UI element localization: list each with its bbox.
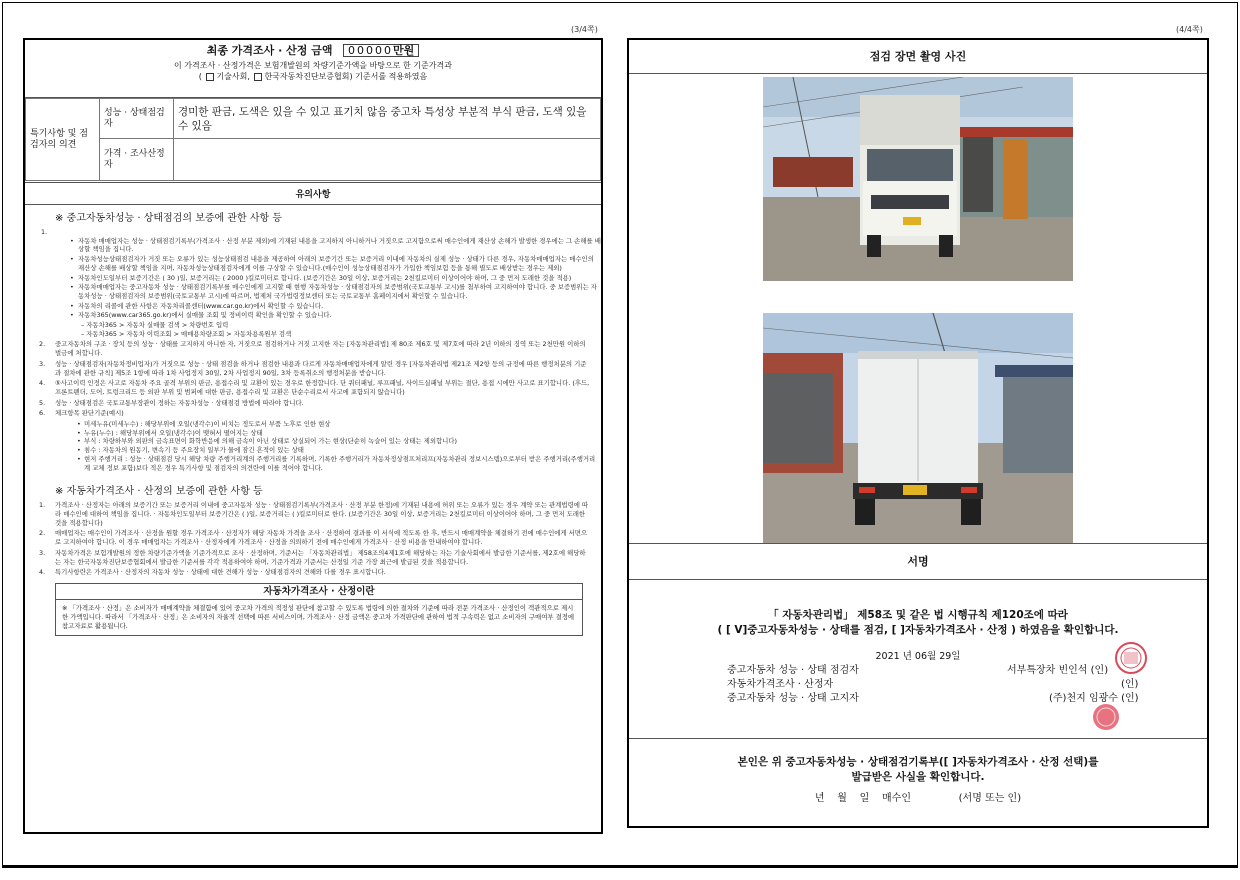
numbered-notes-list: [25, 340, 601, 418]
page-number-left: (3/4쪽): [571, 25, 598, 34]
warranty-bullet: • 자동차 매매업자는 성능 · 상태점검기록부(가격조사 · 산정 부분 제외)에 기재된 내용을 고지하지 아니하거나 거짓으로 고지함으로써 매수인에게 재산상 손해가 발생한 경우에는 그 손해를 배상할 책임을 집니다.: [71, 237, 601, 254]
appraisal-note-number: 2.: [39, 529, 46, 538]
option-kadia: 한국자동차진단보증협회: [264, 72, 350, 81]
checkbox-kadia[interactable]: [254, 73, 262, 81]
warranty-bullet: • 자동차성능상태점검자가 거짓 또는 오류가 있는 성능상태점검 내용을 제공하여 아래의 보증기간 또는 보증거리 이내에 자동차의 실제 성능 · 상태가 다른 경우, 자동차매매업자는 매수인의 재산상 손해를 배상할 책임을 지며, 자동차성능상태점검자에게 이를 구상할 수 있습니다.(매수인이 성능상태점검자가 가입한 책임보험 등을 통해 별도로 배상받는 경우는 제외): [71, 255, 601, 272]
notifier-name: (주)천지 임광수 (인): [1049, 693, 1139, 704]
numbered-note-number: 2.: [39, 340, 46, 349]
warranty-section-title: ※ 중고자동차성능 · 상태점검의 보증에 관한 사항 등: [55, 213, 283, 224]
appraisal-notes-list: [25, 501, 601, 577]
warranty-bullet: • 자동차의 리콜에 관한 사항은 자동차리콜센터(www.car.go.kr)에서 확인할 수 있습니다.: [71, 302, 601, 311]
numbered-note-5: [39, 409, 591, 418]
check-criterion: • 침수 : 자동차의 원동기, 변속기 등 주요장치 일부가 물에 잠긴 흔적이 있는 상태: [77, 446, 601, 455]
check-criterion: • 누유(누수) : 해당부위에서 오일(냉각수)이 맺혀서 떨어지는 상태: [77, 429, 601, 438]
special-notes-label: 특기사항 및 점검자의 의견: [26, 99, 100, 181]
path-line-1: – 자동차365 > 자동차 실매물 검색 > 차량번호 입력: [81, 321, 229, 330]
appraisal-note-text: 자동차가격은 보험개발원의 정한 차량기준가액을 기준가격으로 조사 · 산정하며, 기준서는 「자동차관리법」 제58조의4제1호에 해당하는 자는 기술사회에서 발급한 기준서를, 제2호에 해당하는 자는 한국자동차진단보증협회에서 발급한 기준서를 각각 적용하여야 하며, 기준가격과 기준서는 산정일 기준 가장 최근에 발급된 것을 적용합니다.: [55, 548, 586, 566]
warranty-notes: [25, 228, 601, 472]
item-1-number: 1.: [41, 228, 48, 236]
checkbox-tech-society[interactable]: [206, 73, 214, 81]
check-criterion: • 현저 주행거리 : 성능 · 상태점검 당시 해당 차량 주행거리계의 주행거리를 기록하며, 기록한 주행거리가 자동차정상점프처리프(자동차관리 정보시스템)으로부터 받은 주행거리(주행거리계 교체 정보 포함)보다 적은 경우 특기사항 및 점검자의 의견란에 이를 적어야 합니다.: [77, 455, 601, 472]
appraiser-role: 자동차가격조사 · 산정자: [727, 679, 834, 690]
numbered-note-text: 성능 · 상태점검은 국토교통부장관이 정하는 자동차성능 · 상태점검 방법에 따라야 합니다.: [55, 398, 304, 407]
numbered-note-4: [39, 399, 591, 408]
photo-section: [629, 74, 1207, 544]
inspector-role: 중고자동차 성능 · 상태 점검자: [727, 665, 859, 676]
signature-rows: [629, 662, 1207, 712]
appraisal-note-3: [39, 549, 591, 566]
path-line-2: – 자동차365 > 자동차 이력조회 > 매매용차량조회 > 자동차용록원부 검색: [81, 329, 292, 338]
appraiser-opinion: [174, 139, 601, 181]
numbered-note-text: 성능 · 상태점검자(자동차정비업자)가 거짓으로 성능 · 상태 점검을 하거나 점검한 내용과 다르게 자동차매매업자에게 알린 경우 [자동차관리법 제21조 제2항 등의 규정에 따른 행정처분의 기준과 절차에 관한 규칙] 제5조 1항에 따라 1차 사업정지 30일, 2차 사업정지 90일, 3차 등록취소의 행정처분을 받습니다.: [55, 359, 587, 377]
numbered-note-3: [39, 379, 591, 396]
appraisal-note-text: 특기사항란은 가격조사 · 산정자의 자동차 성능 · 상태에 대한 견해가 성능 · 상태점검자의 견해와 다를 경우 표시합니다.: [55, 568, 386, 577]
price-unit: 만원: [393, 44, 415, 57]
inspector-seal-stamp: [1113, 640, 1149, 676]
photo-section-title: 점검 장면 촬영 사진: [629, 40, 1207, 74]
numbered-note-2: [39, 360, 591, 377]
warranty-bullet-list: [25, 237, 601, 320]
check-criteria-list: [25, 420, 601, 472]
appraiser-label: 가격 · 조사산정자: [100, 139, 174, 181]
numbered-note-number: 3.: [39, 359, 46, 368]
appraisal-note-number: 1.: [39, 501, 46, 510]
appraisal-note-text: 가격조사 · 산정자는 아래의 보증기간 또는 보증거리 이내에 중고자동차 성능 · 상태점검기록부(가격조사 · 산정 부분 한정)에 기재된 내용에 허위 또는 오류가 있는 경우 계약 또는 관계법령에 따라 매수인에 대하여 책임을 집니다. · 자동차인도일부터 보증기간은 ( )일, 보증거리는 ( )킬로미터로 한다. (보증기간은 30일 이상, 보증거리는 2천킬로미터 이상이어야 하며, 그 중 먼저 도래한 것을 적용합니다): [55, 501, 589, 527]
inspector-name: 서부특장차 빈인석 (인): [1007, 665, 1109, 676]
price-standard-line: ( 기술사회, 한국자동차진단보증협회) 기준서를 적용하였음: [198, 72, 428, 81]
numbered-note-number: 5.: [39, 398, 46, 407]
appraisal-note-number: 4.: [39, 568, 46, 577]
appraisal-note-1: [39, 501, 591, 527]
inspector-label: 성능 · 상태점검자: [100, 99, 174, 139]
option-tech-society: 기술사회,: [216, 72, 250, 81]
appraisal-note-number: 3.: [39, 548, 46, 557]
final-price-header: [25, 40, 601, 98]
right-page-panel: [627, 38, 1209, 828]
appraisal-note-4: [39, 568, 591, 577]
appraisal-note-2: [39, 529, 591, 546]
inspection-photo-front: [763, 77, 1073, 281]
inspection-photo-rear: [763, 313, 1073, 543]
numbered-note-number: 6.: [39, 409, 46, 418]
warranty-bullet: • 자동차매매업자는 중고자동차 성능 · 상태점검기록부를 매수인에게 고지할 때 현행 자동차성능 · 상태점검자의 보증범위(국토교통부 고시)를 첨부하여 고지하여야 합니다. 중 보증범위는 자동차성능 · 상태점검자의 보증범위(국토교통부 고시)에 따르며, 법제처 국가법령정보센터 또는 국토교통부 홈페이지에서 확인할 수 있습니다.: [71, 283, 601, 300]
declaration-line-2: ( [ V]중고자동차성능 · 상태를 점검, [ ]자동차가격조사 · 산정 ) 하였음을 확인합니다.: [717, 624, 1119, 636]
warranty-bullet: • 자동차인도일부터 보증기간은 ( 30 )일, 보증거리는 ( 2000 )킬로미터로 합니다. (보증기간은 30일 이상, 보증거리는 2천킬로미터 이상이어야 하며, 그 중 먼저 도래한 것을 적용): [71, 274, 601, 283]
confirm-line-2: 발급받은 사실을 확인합니다.: [851, 771, 985, 783]
numbered-note-number: 4.: [39, 379, 46, 388]
confirm-line-1: 본인은 위 중고자동차성능 · 상태점검기록부([ ]자동차가격조사 · 산정 선택)를: [737, 756, 1099, 768]
numbered-note-text: 체크항목 판단기준(예시): [55, 409, 124, 418]
price-amount: 00000: [348, 44, 394, 57]
appraisal-definition-text: ※ 「가격조사 · 산정」은 소비자가 매매계약을 체결함에 있어 중고차 가격의 적정성 판단에 참고할 수 있도록 법령에 의한 절차와 기준에 따라 전문 가격조사 · 산정인이 객관적으로 제시한 가액입니다. 따라서 「가격조사 · 산정」은 소비자의 자율적 선택에 따른 서비스이며, 가격조사 · 산정 금액은 중고차 가격판단에 관하여 법적 구속력은 없고 소비자의 구매여부 결정에 참고자료로 활용됩니다.: [62, 603, 575, 630]
special-notes-table: [25, 98, 601, 181]
notifier-seal-stamp: [1089, 700, 1123, 734]
check-criterion: • 미세누유(미세누수) : 해당부위에 오일(냉각수)이 비치는 정도로서 부품 노후로 인한 현상: [77, 420, 601, 429]
final-price-title: 최종 가격조사 · 산정 금액: [206, 44, 333, 57]
signature-section-title: 서명: [629, 544, 1207, 580]
check-criterion: • 부식 : 차량하부와 외판의 금속표면이 화학반응에 의해 금속이 아닌 상태로 상실되어 가는 현상(단순히 녹슬어 있는 상태는 제외합니다): [77, 437, 601, 446]
left-page-panel: [23, 38, 603, 834]
declaration-line-1: 「 자동차관리법」 제58조 및 같은 법 시행규칙 제120조에 따라: [768, 609, 1068, 621]
standard-suffix: ) 기준서를 적용하였음: [349, 72, 428, 81]
signature-date: 2021 년 06월 29일: [875, 651, 961, 662]
inspector-opinion: 경미한 판금, 도색은 있을 수 있고 표기치 않음 중고차 특성상 부분적 부식 판금, 도색 있을 수 있음: [174, 99, 601, 139]
numbered-note-text: ⑤사고이력 인정은 사고로 자동차 주요 골격 부위의 판금, 용접수리 및 교환이 있는 경우로 한정합니다. 단 쿼터패널, 루프패널, 사이드실패널 부위는 절단, 용접 시에만 사고로 표기합니다. (후드, 프론트펜더, 도어, 트렁크리드 등 외판 부위 및 범퍼에 대한 판금, 용접수리 및 교환은 단순수리로서 사고에 포함되지 않습니다): [55, 379, 590, 396]
appraisal-definition-box: [55, 583, 583, 636]
appraiser-name: (인): [1121, 679, 1139, 690]
numbered-note-text: 중고자동차의 구조 · 장치 등의 성능 · 상태를 고지하지 아니한 자, 거짓으로 점검하거나 거짓 고지한 자는 [자동차관리법] 제 80조 제6호 및 제7호에 따라 2년 이하의 징역 또는 2천만원 이하의 벌금에 처합니다.: [55, 340, 586, 358]
price-basis-line: 이 가격조사 · 산정가격은 보험개발원의 차량기준가액을 바탕으로 한 기준가격과: [174, 61, 452, 70]
notice-title: 유의사항: [25, 182, 601, 205]
declaration: [629, 580, 1207, 638]
appraisal-definition-title: 자동차가격조사 · 산정이란: [56, 584, 582, 600]
numbered-note-1: [39, 340, 591, 357]
notifier-role: 중고자동차 성능 · 상태 고지자: [727, 693, 859, 704]
buyer-signature-line: 년 월 일 매수인 (서명 또는 인): [814, 793, 1022, 804]
appraisal-note-text: 매매업자는 매수인이 가격조사 · 산정을 원할 경우 가격조사 · 산정자가 해당 자동차 가격을 조사 · 산정하여 결과를 이 서식에 적도록 한 후, 반드시 매매계약을 체결하기 전에 매수인에게 서면으로 고지하여야 합니다. 이 경우 매매업자는 가격조사 · 산정자에게 가격조사 · 산정을 의뢰하기 전에 매수인에게 가격조사 · 산정 비용을 안내하여야 합니다.: [55, 529, 588, 547]
warranty-bullet: • 자동차365(www.car365.go.kr)에서 실매물 조회 및 정비이력 확인을 확인할 수 있습니다.: [71, 311, 601, 320]
appraisal-section-title: ※ 자동차가격조사 · 산정의 보증에 관한 사항 등: [55, 486, 263, 498]
page-number-right: (4/4쪽): [1176, 25, 1203, 34]
price-amount-box: [343, 44, 419, 57]
buyer-confirmation: [629, 738, 1207, 806]
